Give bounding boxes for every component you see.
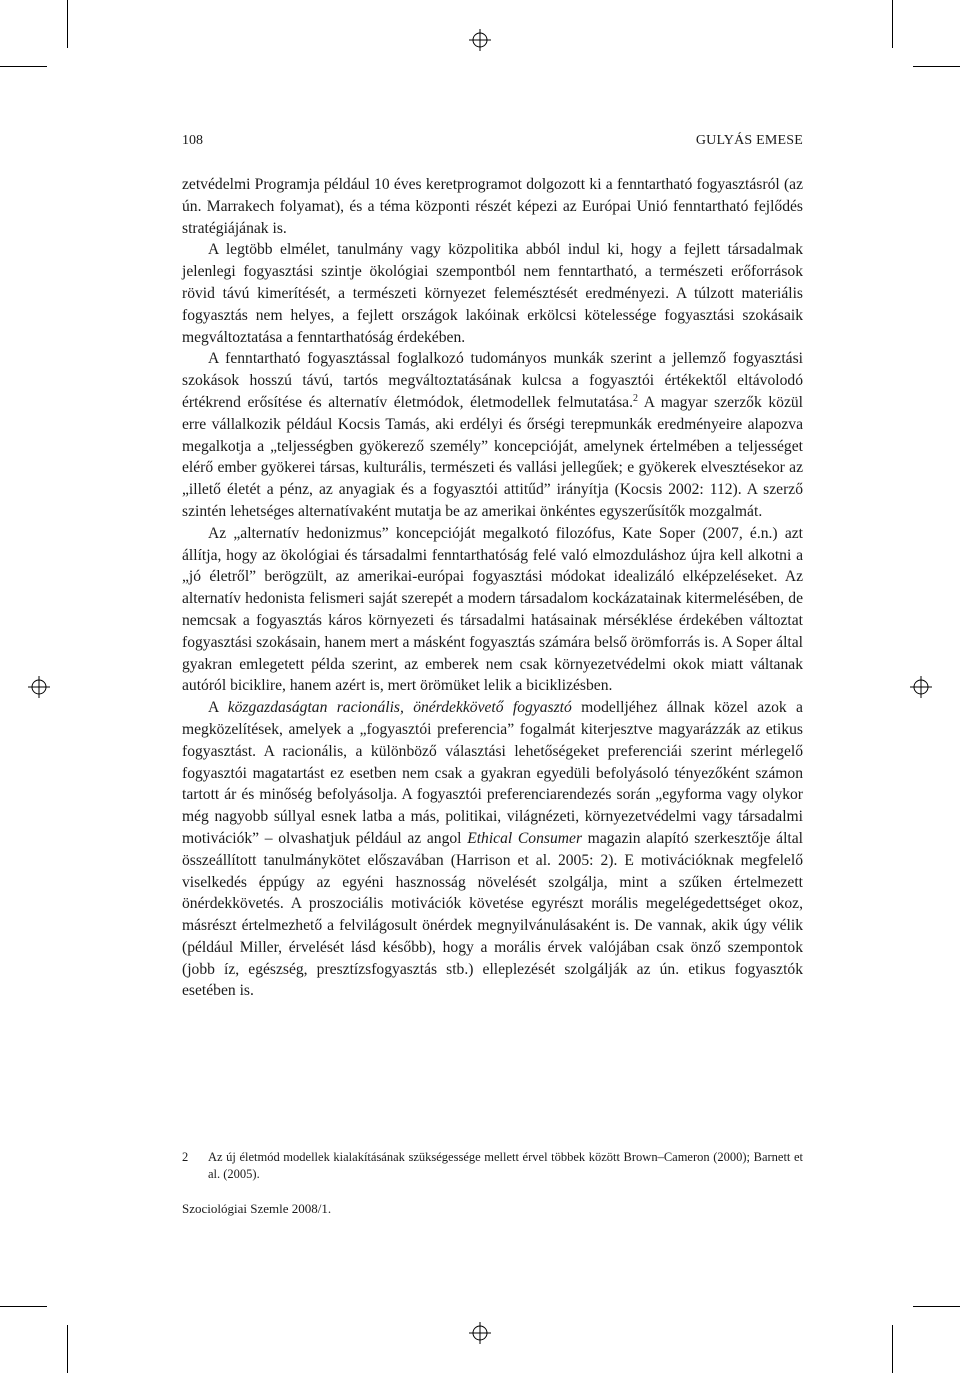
registration-mark-left-icon xyxy=(28,676,50,698)
crop-mark-top-left-horizontal xyxy=(0,66,47,67)
footnote xyxy=(182,1149,803,1183)
footnote-number: 2 xyxy=(182,1150,189,1164)
paragraph-text: A magyar szerzők közül erre vállalkozik például Kocsis Tamás, aki erdélyi és őrségi terepmunkák eredményeire alapozva megalkotja a „teljességben gyökerező személy” koncepcióját, amelynek értelmében a teljességet elérő ember gyökerei társas, kulturális, természeti és vallási jellegűek; e gyökerek elvesztésekor az „illető életét a pénz, az anyagiak és a fogyasztói attitűd” irányítja (Kocsis 2002: 112). A szerző szintén lehetséges alternatívaként mutatja be az amerikai önkéntes egyszerűsítők mozgalmát. xyxy=(182,393,804,520)
paragraph-text: magazin alapító szerkesztője által összeállított tanulmánykötet előszavában (Harrison et al. 2005: 2). E motivációknak megfelelő viselkedés éppúgy az egyéni hasznosság növelését szolgálja, mint a szűken értelmezett önérdekkövetés. A proszociális motivációk követése egyrészt morális megelégedettséget okoz, másrészt értelmezhető a felvilágosult önérdek megnyilvánulásaként is. De vannak, akik úgy vélik (például Miller, érvelését lásd később), hogy a morális érvek valójában csak önző szempontok (jobb íz, egészség, presztízsfogyasztás stb.) elleplezését szolgálják az ún. etikus fogyasztók esetében is. xyxy=(182,829,803,1000)
crop-mark-top-left-vertical xyxy=(67,0,68,48)
crop-mark-top-right-horizontal xyxy=(913,66,960,67)
emphasis-text: közgazdaságtan racionális, önérdekkövető fogyasztó xyxy=(227,699,572,717)
page-number: 108 xyxy=(182,133,203,148)
running-header xyxy=(182,131,803,151)
crop-mark-bottom-left-horizontal xyxy=(0,1306,47,1307)
paragraph xyxy=(182,697,803,1002)
article-body xyxy=(182,174,803,1002)
paragraph-text: modelljéhez állnak közel azok a megközelítések, amelyek a „fogyasztói preferencia” fogalmát kiterjesztve magyarázzák az etikus fogyasztást. A racionális, a különböző választási lehetőségeket preferenciái szerint mérlegelő fogyasztói magatartást ez esetben nem csak a gyakran egyedüli befolyásoló tényezőként számon tartott ár és minőség befolyásolja. A fogyasztói preferenciarendezés során „egyforma vagy olykor még nagyobb súllyal esnek latba a más, politikai, világnézeti, környezetvédelmi vagy társadalmi motivációk” – olvashatjuk például az angol xyxy=(182,699,803,847)
paragraph xyxy=(182,348,803,522)
crop-mark-top-right-vertical xyxy=(892,0,893,48)
crop-mark-bottom-right-horizontal xyxy=(913,1306,960,1307)
crop-mark-bottom-left-vertical xyxy=(67,1325,68,1373)
paragraph-continuation: zetvédelmi Programja például 10 éves keretprogramot dolgozott ki a fenntartható fogyasztásról (az ún. Marrakech folyamat), és a téma központi részét képezi az Európai Unió fenntartható fejlődés stratégiájának is. xyxy=(182,176,803,237)
registration-mark-right-icon xyxy=(910,676,932,698)
paragraph-text: A fenntartható fogyasztással foglalkozó tudományos munkák szerint a jellemző fogyasztási szokások hosszú távú, tartós megváltoztatásának kulcsa a fogyasztói értékektől eltávolodó értékrend erősítése és alternatív életmódok, életmodellek felmutatása. xyxy=(182,350,803,411)
paragraph-text: A xyxy=(208,699,228,717)
crop-mark-bottom-right-vertical xyxy=(892,1325,893,1373)
footnote-reference[interactable]: 2 xyxy=(633,392,638,404)
registration-mark-top-icon xyxy=(469,29,491,51)
emphasis-text: Ethical Consumer xyxy=(467,829,583,847)
paragraph: Az „alternatív hedonizmus” koncepcióját megalkotó filozófus, Kate Soper (2007, é.n.) azt állítja, hogy az ökológiai és társadalmi fenntarthatóság felé való elmozduláshoz újra kell alkotni a „jó életről” berögzült, az amerikai-európai fogyasztási módokat idealizáló elképzeléseket. Az alternatív hedonista felismeri saját szerepét a modern társadalom kockázatainak kitermelésében, de nemcsak a fogyasztás káros környezeti és társadalmi hatásainak mérséklése érdekében változtat fogyasztási szokásain, hanem mert a másként fogyasztás számára belső örömforrás is. A Soper által gyakran emlegetett példa szerint, az emberek nem csak környezetvédelmi okok miatt váltanak autóról biciklire, hanem azért is, mert örömüket lelik a biciklizésben. xyxy=(182,524,803,695)
journal-footer: Szociológiai Szemle 2008/1. xyxy=(182,1201,332,1216)
footnote-text: Az új életmód modellek kialakításának szükségessége mellett érvel többek között Brown–Cameron (2000); Barnett et al. (2005). xyxy=(208,1150,803,1181)
running-header-author: GULYÁS EMESE xyxy=(695,133,803,148)
paragraph: A legtöbb elmélet, tanulmány vagy közpolitika abból indul ki, hogy a fejlett társadalmak jelenlegi fogyasztási szintje ökológiai szempontból nem fenntartható, a természeti erőforrások rövid távú kimerítését, a természeti környezet felemésztését eredményezi. A túlzott materiális fogyasztás nem helyes, a fejlett országok lakóinak erkölcsi kötelessége fogyasztási szokásaik megváltoztatása a fenntarthatóság érdekében. xyxy=(182,241,803,346)
registration-mark-bottom-icon xyxy=(469,1322,491,1344)
